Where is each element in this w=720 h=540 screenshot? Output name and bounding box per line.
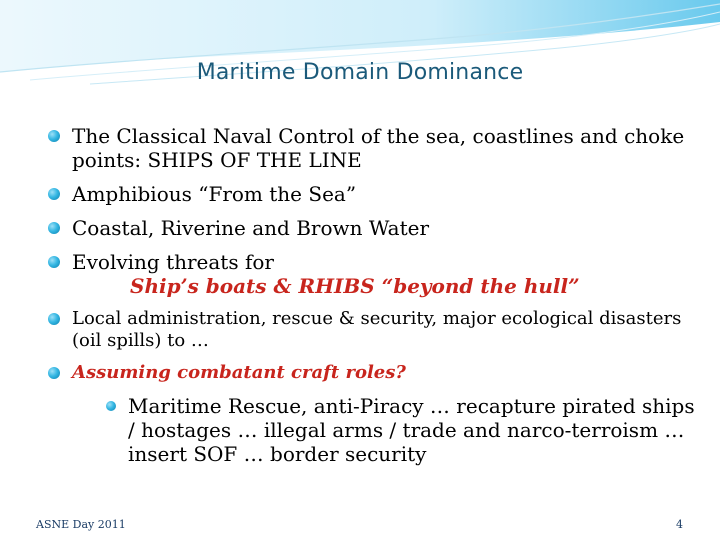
bullet-icon (48, 256, 60, 268)
bullet-text: The Classical Naval Control of the sea, coastlines and choke points: SHIPS OF THE LINE (72, 124, 685, 172)
bullet-text: Coastal, Riverine and Brown Water (72, 216, 430, 240)
bullet-text: Evolving threats for (72, 250, 274, 274)
bullet-icon (48, 367, 60, 379)
bullet-icon (48, 313, 60, 325)
sub-bullet-item (104, 394, 698, 466)
slide-title: Maritime Domain Dominance (196, 60, 524, 85)
footer-label: ASNE Day 2011 (36, 518, 126, 531)
bullet-item (48, 124, 698, 172)
bullet-icon (48, 222, 60, 234)
bullet-item (48, 216, 698, 240)
bullet-icon (48, 130, 60, 142)
bullet-item (48, 308, 698, 352)
bullet-text: Assuming combatant craft roles? (72, 362, 406, 383)
bullet-item (48, 362, 698, 384)
bullet-text: Amphibious “From the Sea” (72, 182, 357, 206)
sub-bullet-text: Maritime Rescue, anti-Piracy … recapture pirated ships / hostages … illegal arms / trade and narco-terroism … insert SOF … border security (128, 394, 695, 466)
bullet-list (48, 124, 698, 476)
bullet-text: Local administration, rescue & security, major ecological disasters (oil spills) to … (72, 308, 682, 351)
bullet-icon (106, 401, 116, 411)
bullet-item (48, 250, 698, 298)
page-number: 4 (676, 518, 683, 531)
bullet-icon (48, 188, 60, 200)
bullet-item (48, 182, 698, 206)
bullet-emphasis: Ship’s boats & RHIBS “beyond the hull” (130, 274, 580, 298)
